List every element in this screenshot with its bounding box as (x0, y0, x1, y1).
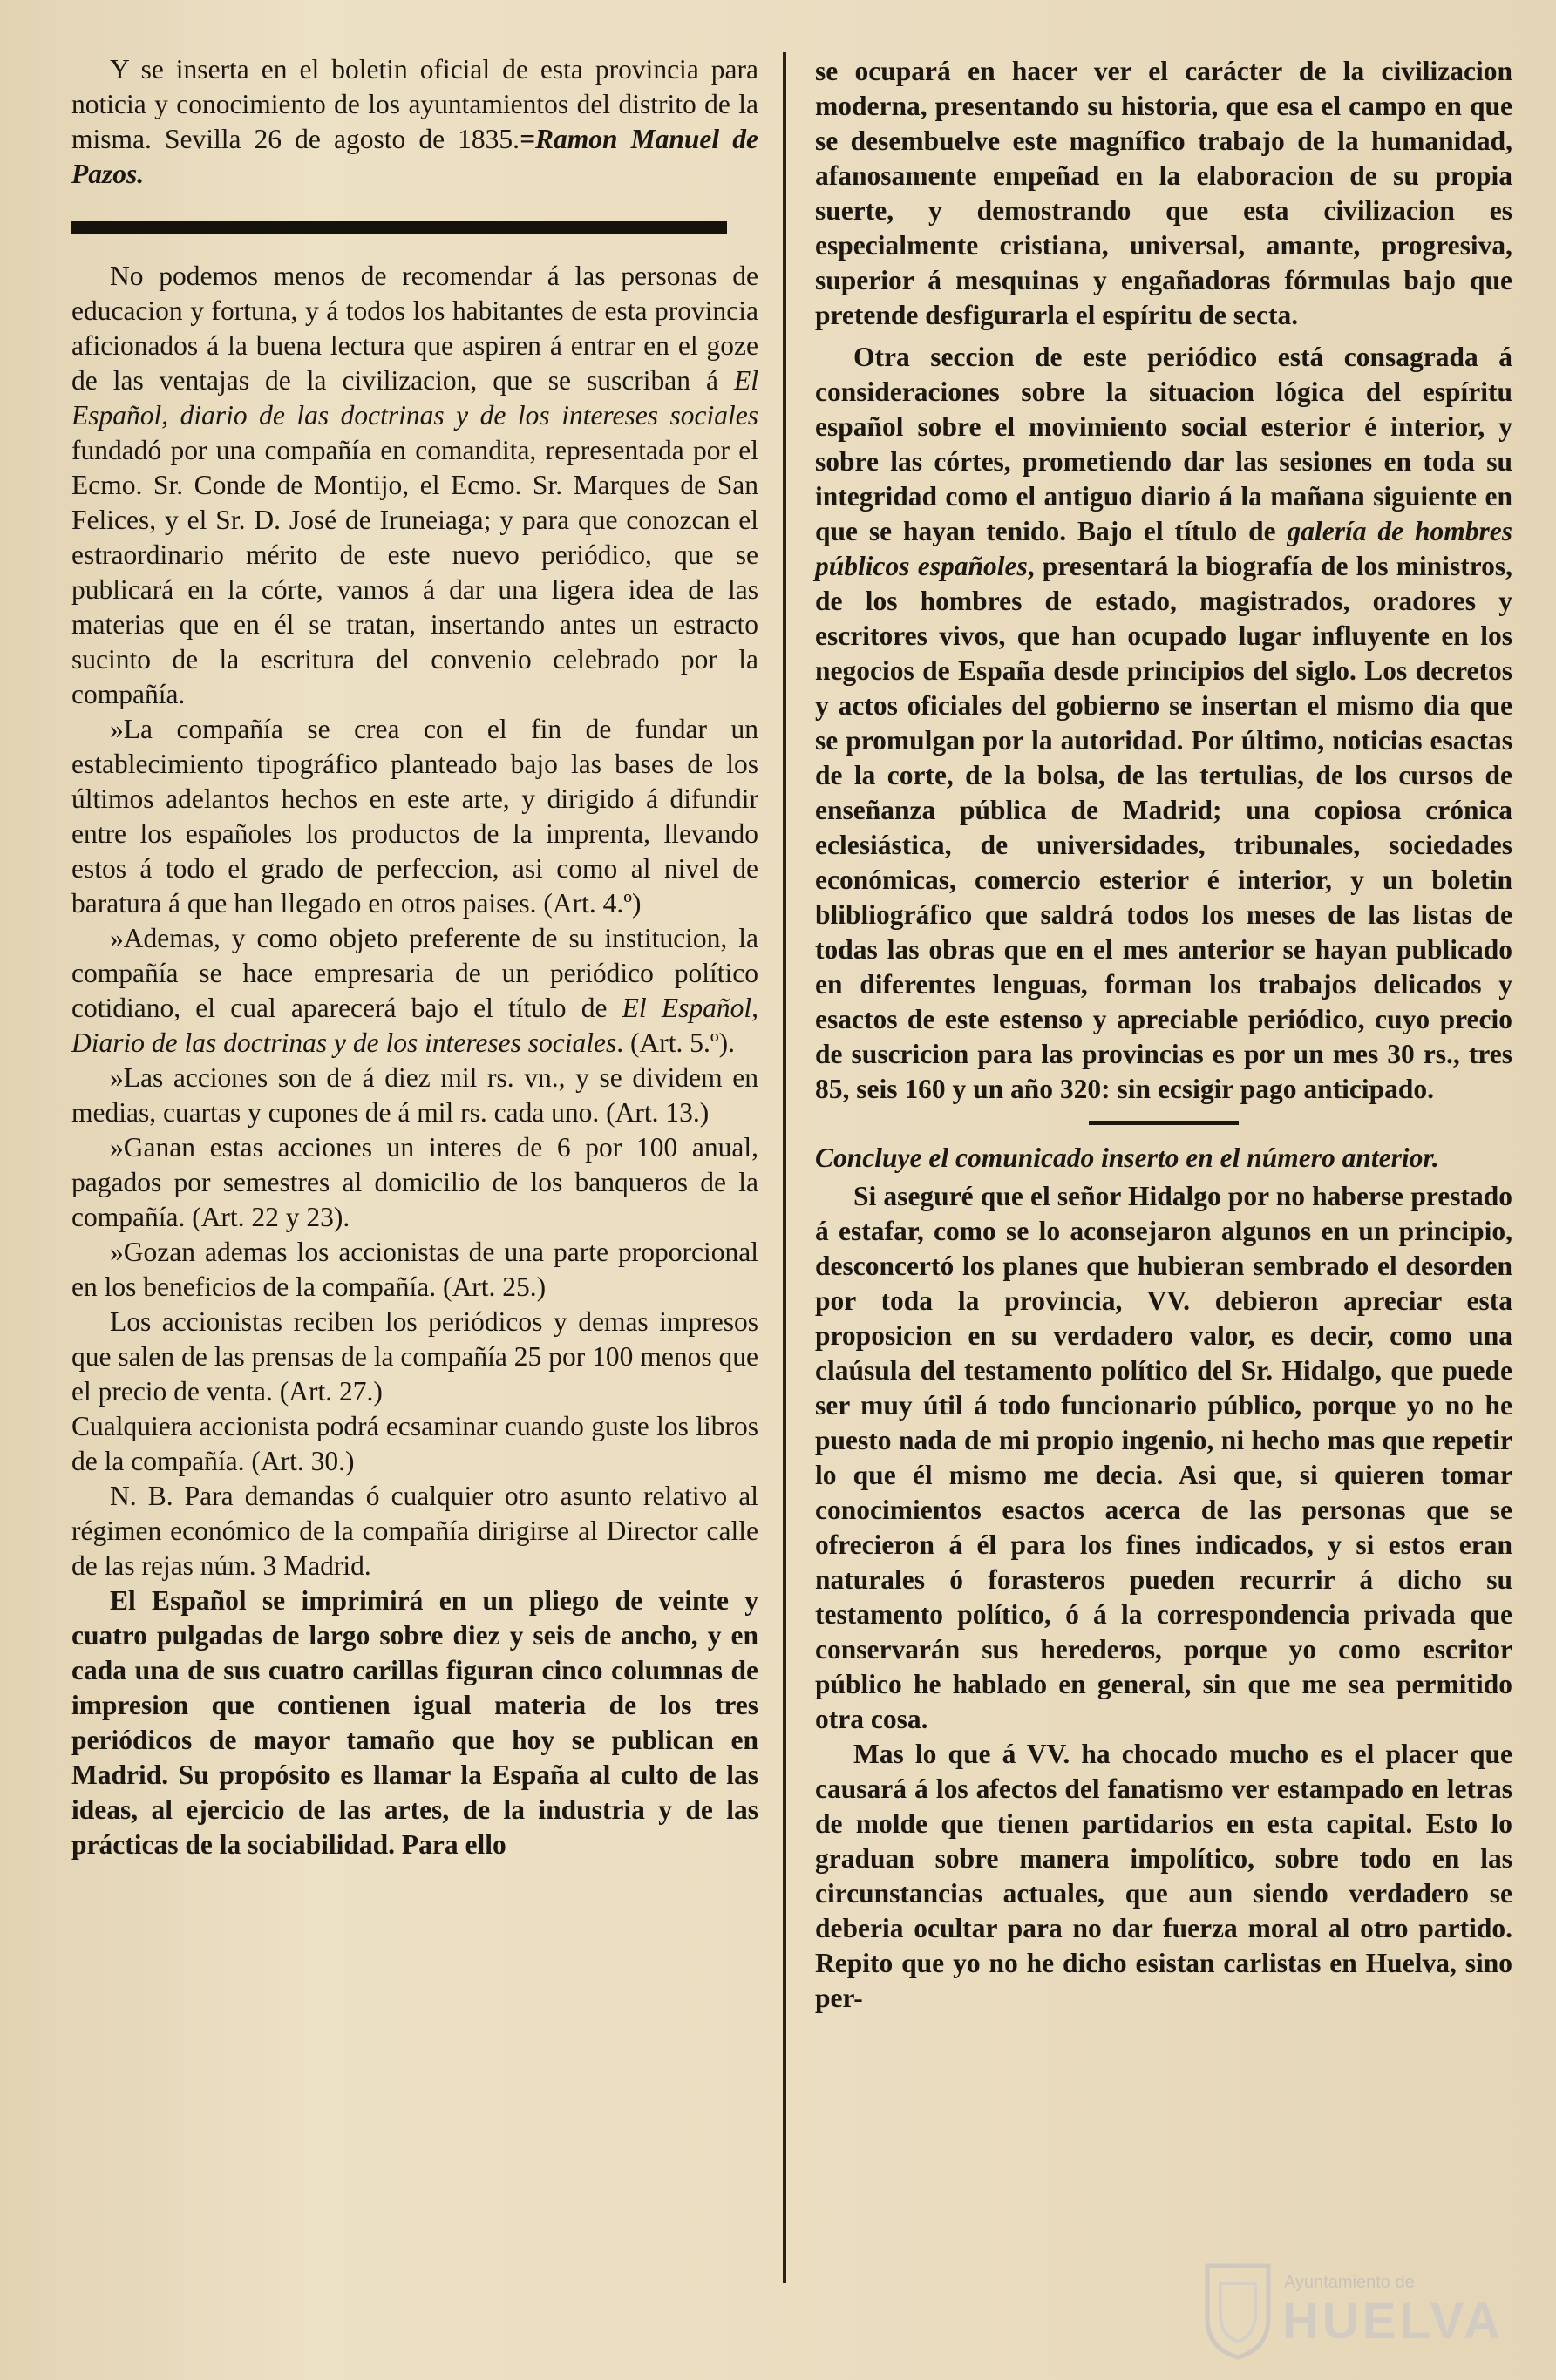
paragraph-art30: Cualquiera accionista podrá ecsaminar cuando guste los libros de la compañía. (Art. 30.) (71, 1411, 758, 1476)
short-divider (1089, 1121, 1239, 1125)
paragraph-text: , presentará la biografía de los ministros, de los hombres de estado, magistrados, oradores y escritores vivos, que han ocupado lugar influyente en los negocios de España desde principios del siglo. Los decretos y actos oficiales del gobierno se insertan el mismo dia que se promulgan por la autoridad. Por último, noticias esactas de la corte, de la bolsa, de las tertulias, de los cursos de enseñanza pública de Madrid; una copiosa crónica eclesiástica, de universidades, tribunales, sociedades económicas, comercio esterior é interior, y un boletin blibliográfico que saldrá todos los meses de las listas de todas las obras que en el mes anterior se hayan publicado en diferentes lenguas, forman los trabajos delicados y esactos de este estenso y apreciable periódico, cuyo precio de suscricion para las provincias es por un mes 30 rs., tres 85, seis 160 y un año 320: sin ecsigir pago anticipado. (815, 551, 1513, 1104)
paragraph-text: Otra seccion de este periódico está consagrada á consideraciones sobre la situacion lógica del espíritu español sobre el movimiento social esterior é interior, y sobre las córtes, prometiendo dar las sesiones en toda su integridad como el antiguo diario á la mañana siguiente en que se hayan tenido. Bajo el título de (815, 342, 1512, 546)
paragraph-text: »Ademas, y como objeto preferente de su institucion, la compañía se hace empresaria de un periódico político cotidiano, el cual aparecerá bajo el título de (71, 923, 758, 1023)
paragraph-civilizacion: se ocupará en hacer ver el carácter de la civilizacion moderna, presentando su historia, que esa el campo en que se desembuelve este magnífico trabajo de la humanidad, afanosamente empeñad en la elaboracion de su propia suerte, y demostrando que esta civilizacion es especialmente cristiana, universal, amante, progresiva, superior á mesquinas y engañadoras fórmulas bajo que pretende desfigurarla el espíritu de secta. (815, 56, 1512, 330)
paragraph-art27: Los accionistas reciben los periódicos y demas impresos que salen de las prensas de la compañía 25 por 100 menos que el precio de venta. (Art. 27.) (71, 1306, 758, 1407)
paragraph-art22: »Ganan estas acciones un interes de 6 por 100 anual, pagados por semestres al domicilio de los banqueros de la compañía. (Art. 22 y 23). (71, 1132, 758, 1232)
section-heading: Concluye el comunicado inserto en el número anterior. (815, 1143, 1439, 1173)
paragraph-seccion (815, 340, 1512, 1107)
paragraph-text: fundadó por una compañía en comandita, representada por el Ecmo. Sr. Conde de Montijo, el Ecmo. Sr. Marques de San Felices, y el Sr. D. José de Iruneiaga; y para que conozcan el estraordinario mérito de este nuevo periódico, que se publicará en la córte, vamos á dar una ligera idea de las materias que en él se tratan, insertando antes un estracto sucinto de la escritura del convenio celebrado por la compañía. (71, 435, 758, 709)
gallery-title: galería de hombres públicos españoles (815, 516, 1512, 581)
coat-of-arms-icon (1199, 2257, 1277, 2362)
intro-paragraph (71, 52, 758, 192)
watermark-line2: HUELVA (1282, 2293, 1504, 2349)
paragraph-hidalgo: Si aseguré que el señor Hidalgo por no haberse prestado á estafar, como se lo aconsejaron algunos en un principio, desconcertó los planes que hubieran sembrado el desorden por toda la provincia, VV. debieron apreciar esta proposicion en su verdadero valor, es decir, como una claúsula del testamento político del Sr. Hidalgo, que puede ser muy útil á todo funcionario público, porque yo no he puesto nada de mi propio ingenio, ni hecho mas que repetir lo que él mismo me decia. Asi que, si quieren tomar conocimientos esactos acerca de las personas que se ofrecieron á él para los fines indicados, y si estos eran naturales ó forasteros pueden recurrir á dicho su testamento político, ó á la correspondencia privada que conservarán sus herederos, porque yo como escritor público he hablado en general, sin que me sea permitido otra cosa. (815, 1181, 1512, 1734)
paragraph-text: No podemos menos de recomendar á las personas de educacion y fortuna, y á todos los habitantes de esta provincia aficionados á la buena lectura que aspiren á entrar en el goze de las ventajas de la civilizacion, que se suscriban á (71, 261, 758, 396)
left-column (71, 52, 758, 1862)
right-column (815, 54, 1512, 2016)
paragraph-art13: »Las acciones son de á diez mil rs. vn., y se dividem en medias, cuartas y cupones de á mil rs. cada uno. (Art. 13.) (71, 1062, 758, 1128)
paragraph-art5 (71, 921, 758, 1061)
watermark (1199, 2257, 1512, 2362)
intro-text: Y se inserta en el boletin oficial de esta provincia para noticia y conocimiento de los ayuntamientos del distrito de la misma. Sevilla 26 de agosto de 1835. (71, 54, 758, 154)
newspaper-title: El Español, Diario de las doctrinas y de los intereses sociales (71, 993, 758, 1058)
paragraph-art4: »La compañía se crea con el fin de fundar un establecimiento tipográfico planteado bajo las bases de los últimos adelantos hechos en este arte, y dirigido á difundir entre los españoles los productos de la imprenta, llevando estos á todo el grado de perfeccion, asi como al nivel de baratura á que han llegado en otros paises. (Art. 4.º) (71, 714, 758, 919)
paragraph-nb: N. B. Para demandas ó cualquier otro asunto relativo al régimen económico de la compañía dirigirse al Director calle de las rejas núm. 3 Madrid. (71, 1481, 758, 1581)
paragraph-format: El Español se imprimirá en un pliego de veinte y cuatro pulgadas de largo sobre diez y seis de ancho, y en cada una de sus cuatro carillas figuran cinco columnas de impresion que contienen igual materia de los tres periódicos de mayor tamaño que hoy se publican en Madrid. Su propósito es llamar la España al culto de las ideas, al ejercicio de las artes, de la industria y de las prácticas de la sociabilidad. Para ello (71, 1585, 758, 1860)
column-rule (783, 52, 786, 2283)
section-divider (71, 221, 727, 234)
paragraph-recommendation (71, 259, 758, 712)
paragraph-text: . (Art. 5.º). (616, 1027, 736, 1058)
signature: =Ramon Manuel de Pazos. (71, 124, 758, 189)
paragraph-fanatismo: Mas lo que á VV. ha chocado mucho es el placer que causará á los afectos del fanatismo ver estampado en letras de molde que tienen partidarios en esta capital. Esto lo graduan sobre manera impolítico, sobre todo en las circunstancias actuales, que aun siendo verdadero se deberia ocultar para no dar fuerza moral al otro partido. Repito que yo no he dicho esistan carlistas en Huelva, sino per- (815, 1739, 1512, 2013)
newspaper-title: El Español, diario de las doctrinas y de los intereses sociales (71, 365, 758, 431)
paragraph-art25: »Gozan ademas los accionistas de una parte proporcional en los beneficios de la compañía. (Art. 25.) (71, 1237, 758, 1302)
watermark-line1: Ayuntamiento de (1284, 2273, 1415, 2292)
